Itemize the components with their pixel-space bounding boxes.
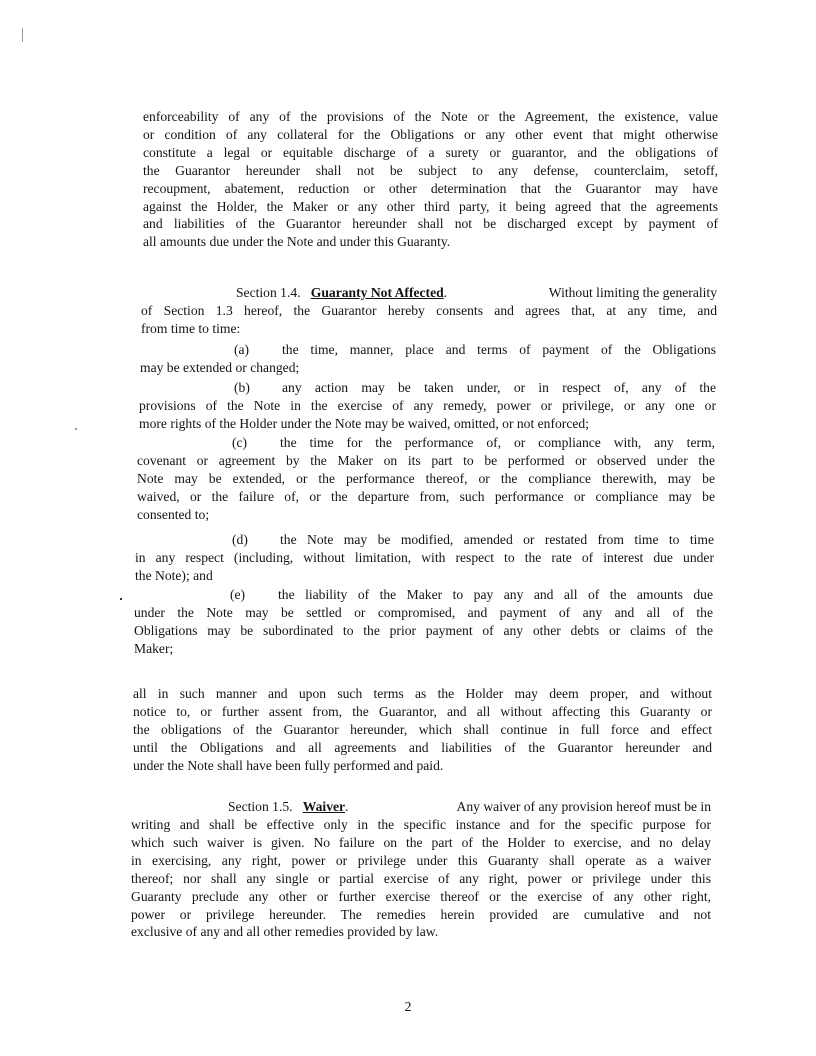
item-d-text: the Note may be modified, amended or restated from time to time — [280, 532, 714, 547]
page-number: 2 — [404, 1000, 412, 1015]
intro-line: enforceability of any of the provisions of the Note or the Agreement, the existence, value — [143, 109, 718, 124]
intro-line: all amounts due under the Note and under this Guaranty. — [143, 234, 451, 250]
section-1-5-line: thereof; nor shall any single or partial exercise of any right, power or privilege under this — [131, 870, 711, 886]
item-c-line: covenant or agreement by the Maker on its part to be performed or observed under the — [137, 453, 715, 468]
item-c-line: consented to; — [137, 506, 210, 522]
closing-line: until the Obligations and all agreements and liabilities of the Guarantor hereunder and — [133, 739, 712, 755]
item-e-line: Maker; — [134, 640, 174, 656]
item-a-label: (a) — [234, 342, 250, 357]
item-b-label: (b) — [234, 380, 250, 395]
section-1-5-line: in exercising, any right, power or privilege under this Guaranty shall operate as a waiver — [131, 852, 711, 868]
section-1-4-line: from time to time: — [141, 320, 241, 336]
intro-line: against the Holder, the Maker or any other third party, it being agreed that the agreements — [143, 198, 718, 214]
item-b-line: provisions of the Note in the exercise of any remedy, power or privilege, or any one or — [139, 398, 716, 413]
closing-line: the obligations of the Guarantor hereunder, which shall continue in full force and effect — [133, 721, 712, 737]
section-1-4-closing — [133, 685, 712, 775]
scan-artifact-bullet — [120, 598, 122, 600]
intro-line: and liabilities of the Guarantor hereunder shall not be discharged except by payment of — [143, 216, 718, 232]
section-1-5-line: Guaranty preclude any other or further exercise thereof or the exercise of any other right, — [131, 888, 711, 904]
section-1-5-line: power or privilege hereunder. The remedies herein provided are cumulative and not — [131, 906, 711, 922]
intro-line: or condition of any collateral for the Obligations or any other event that might otherwise — [143, 126, 718, 142]
item-a-text: the time, manner, place and terms of payment of the Obligations — [282, 342, 716, 357]
section-1-5-body — [131, 816, 711, 941]
section-1-5-line: which such waiver is given. No failure on the part of the Holder to exercise, and no delay — [131, 834, 711, 850]
item-c-first-line — [232, 434, 715, 452]
item-e-rest — [134, 604, 713, 658]
item-e-text: the liability of the Maker to pay any and all of the amounts due — [278, 587, 713, 602]
item-e-label: (e) — [230, 587, 246, 602]
item-b-text: any action may be taken under, or in respect of, any of the — [282, 380, 716, 395]
item-c-text: the time for the performance of, or compliance with, any term, — [280, 435, 715, 450]
intro-line: recoupment, abatement, reduction or other determination that the Guarantor may have — [143, 180, 718, 196]
item-e-line: under the Note may be settled or compromised, and payment of any and all of the — [134, 605, 713, 620]
item-b-line: more rights of the Holder under the Note may be waived, omitted, or not enforced; — [139, 415, 589, 431]
item-d-label: (d) — [232, 532, 248, 547]
item-a-line: may be extended or changed; — [140, 360, 300, 375]
item-b-rest — [139, 397, 716, 433]
item-d-rest — [135, 549, 714, 585]
section-1-4-line: of Section 1.3 hereof, the Guarantor hereby consents and agrees that, at any time, and — [141, 303, 717, 318]
section-1-5-line: writing and shall be effective only in the specific instance and for the specific purpose for — [131, 817, 711, 832]
item-a-rest — [140, 359, 716, 377]
section-1-5-number: Section 1.5. — [228, 799, 293, 814]
closing-line: under the Note shall have been fully performed and paid. — [133, 757, 444, 773]
closing-line: notice to, or further assent from, the Guarantor, and all without affecting this Guaranty or — [133, 703, 712, 719]
item-a-first-line — [234, 341, 716, 359]
scan-artifact-dot — [75, 428, 77, 430]
item-c-line: Note may be extended, or the performance thereof, or the compliance therewith, may be — [137, 470, 715, 486]
intro-line: constitute a legal or equitable discharge of a surety or guarantor, and the obligations of — [143, 144, 718, 160]
section-1-4-heading: Section 1.4. Guaranty Not Affected. Without limiting the generality — [236, 285, 717, 300]
intro-paragraph — [143, 108, 718, 251]
section-1-4-title: Guaranty Not Affected — [310, 285, 444, 300]
section-1-5-lead: Any waiver of any provision hereof must be in — [456, 799, 711, 814]
section-1-4-number: Section 1.4. — [236, 285, 301, 300]
item-e-first-line — [230, 586, 713, 604]
item-c-label: (c) — [232, 435, 248, 450]
section-1-5-title: Waiver — [302, 799, 346, 814]
item-c-line: waived, or the failure of, or the departure from, such performance or compliance may be — [137, 488, 715, 504]
intro-line: the Guarantor hereunder shall not be subject to any defense, counterclaim, setoff, — [143, 162, 718, 178]
item-d-line: the Note); and — [135, 567, 213, 583]
item-e-line: Obligations may be subordinated to the prior payment of any other debts or claims of the — [134, 622, 713, 638]
item-c-rest — [137, 452, 715, 524]
scan-artifact-left-edge — [22, 28, 23, 42]
section-1-4-lead-rest — [141, 302, 717, 338]
section-1-5-line: exclusive of any and all other remedies provided by law. — [131, 924, 439, 940]
section-1-5-heading: Section 1.5. Waiver. Any waiver of any provision hereof must be in — [228, 799, 711, 814]
item-d-first-line — [232, 531, 714, 549]
item-d-line: in any respect (including, without limitation, with respect to the rate of interest due under — [135, 550, 714, 565]
closing-line: all in such manner and upon such terms as the Holder may deem proper, and without — [133, 686, 712, 701]
section-1-4-lead: Without limiting the generality — [548, 285, 717, 300]
item-b-first-line — [234, 379, 716, 397]
